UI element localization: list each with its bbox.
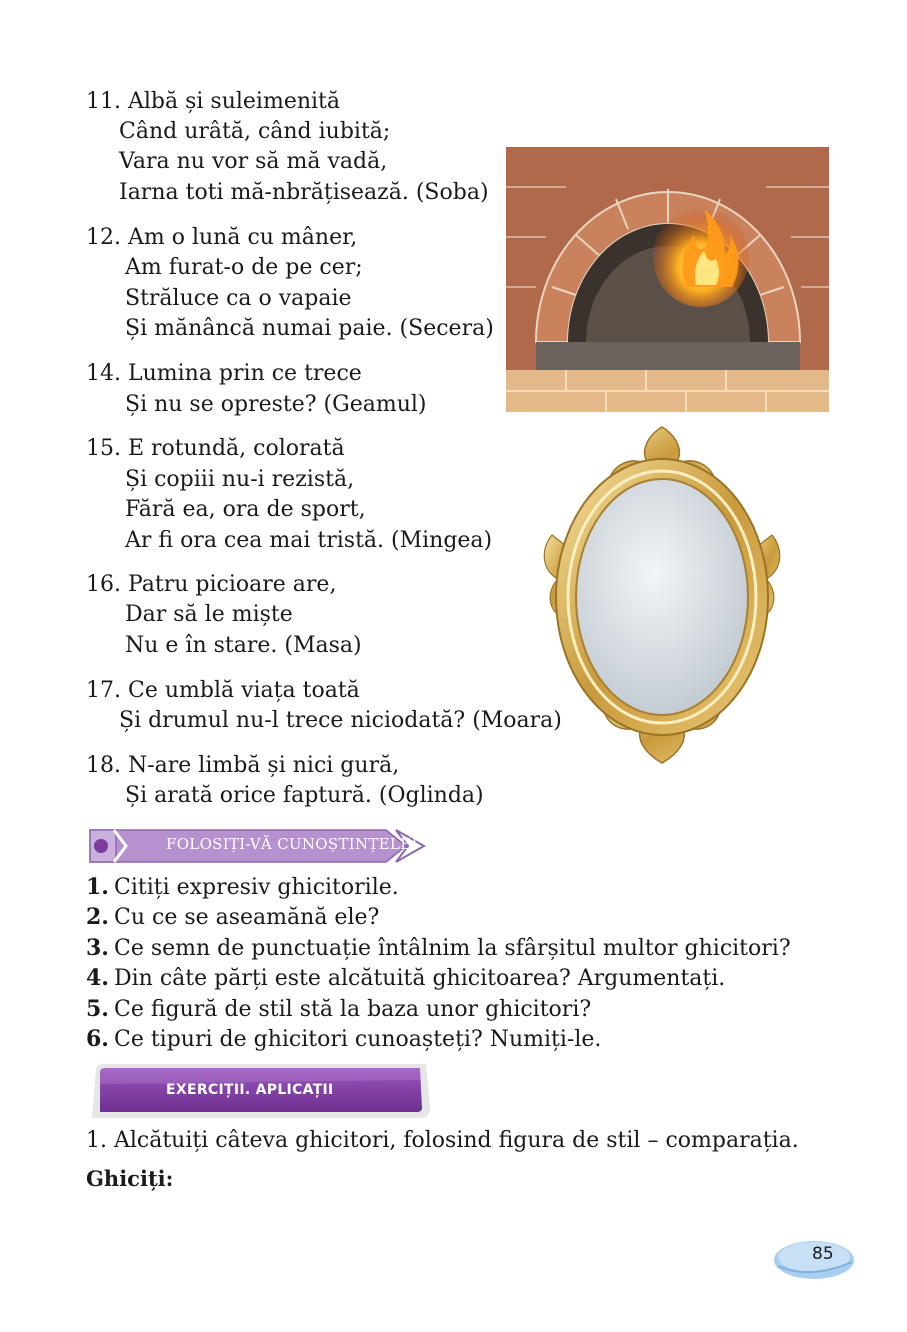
riddle-16-line-2: Dar să le miște xyxy=(125,602,293,627)
question-number: 1. xyxy=(86,874,109,900)
riddle-16-line-3: Nu e în stare. (Masa) xyxy=(125,633,362,658)
question-number: 6. xyxy=(86,1026,109,1052)
question-item xyxy=(86,872,399,903)
page-number: 85 xyxy=(812,1244,834,1264)
question-text: Ce figură de stil stă la baza unor ghicitori? xyxy=(114,997,592,1022)
riddle-12-line-1: 12. Am o lună cu mâner, xyxy=(86,225,358,250)
riddle-17-line-1: 17. Ce umblă viața toată xyxy=(86,678,360,703)
question-item xyxy=(86,963,725,994)
riddle-18-line-2: Și arată orice faptură. (Oglinda) xyxy=(125,783,484,808)
oven-image xyxy=(506,147,829,412)
question-text: Din câte părți este alcătuită ghicitoarea? Argumentați. xyxy=(114,966,726,991)
question-text: Ce semn de punctuație întâlnim la sfârșitul multor ghicitori? xyxy=(114,936,791,961)
question-text: Citiți expresiv ghicitorile. xyxy=(114,875,399,900)
question-number: 4. xyxy=(86,965,109,991)
question-item xyxy=(86,1024,601,1055)
riddle-12-line-4: Și mănâncă numai paie. (Secera) xyxy=(125,316,494,341)
riddle-15-line-2: Și copiii nu-i rezistă, xyxy=(125,467,355,492)
riddle-15-line-3: Fără ea, ora de sport, xyxy=(125,497,366,522)
riddle-11-line-4: Iarna toti mă-nbrățisează. (Soba) xyxy=(119,180,489,205)
riddle-14-line-1: 14. Lumina prin ce trece xyxy=(86,361,362,386)
riddle-11-line-2: Când urâtă, când iubită; xyxy=(119,119,391,144)
question-item xyxy=(86,994,591,1025)
riddle-12-line-3: Străluce ca o vapaie xyxy=(125,286,352,311)
question-item xyxy=(86,902,379,933)
question-text: Ce tipuri de ghicitori cunoașteți? Numiți-le. xyxy=(114,1027,602,1052)
riddle-12-line-2: Am furat-o de pe cer; xyxy=(125,255,363,280)
riddle-15-line-1: 15. E rotundă, colorată xyxy=(86,436,345,461)
riddle-16-line-1: 16. Patru picioare are, xyxy=(86,572,337,597)
question-number: 5. xyxy=(86,996,109,1022)
riddle-17-line-2: Și drumul nu-l trece niciodată? (Moara) xyxy=(119,708,562,733)
question-number: 3. xyxy=(86,935,109,961)
ghiciti-label: Ghiciți: xyxy=(86,1166,174,1191)
riddle-11-line-3: Vara nu vor să mă vadă, xyxy=(119,149,388,174)
riddle-18-line-1: 18. N-are limbă și nici gură, xyxy=(86,753,400,778)
question-item xyxy=(86,933,791,964)
section-title-exercises: EXERCIȚII. APLICAȚII xyxy=(166,1082,334,1098)
mirror-image xyxy=(538,425,786,765)
riddle-14-line-2: Și nu se opreste? (Geamul) xyxy=(125,392,427,417)
question-number: 2. xyxy=(86,904,109,930)
riddle-11-line-1: 11. Albă și suleimenită xyxy=(86,89,341,114)
exercise-text: 1. Alcătuiți câteva ghicitori, folosind figura de stil – comparația. xyxy=(86,1128,799,1153)
section-title-knowledge: FOLOSIȚI-VĂ CUNOȘTINȚELE! xyxy=(166,835,418,853)
question-text: Cu ce se aseamănă ele? xyxy=(114,905,380,930)
riddle-15-line-4: Ar fi ora cea mai tristă. (Mingea) xyxy=(125,528,493,553)
